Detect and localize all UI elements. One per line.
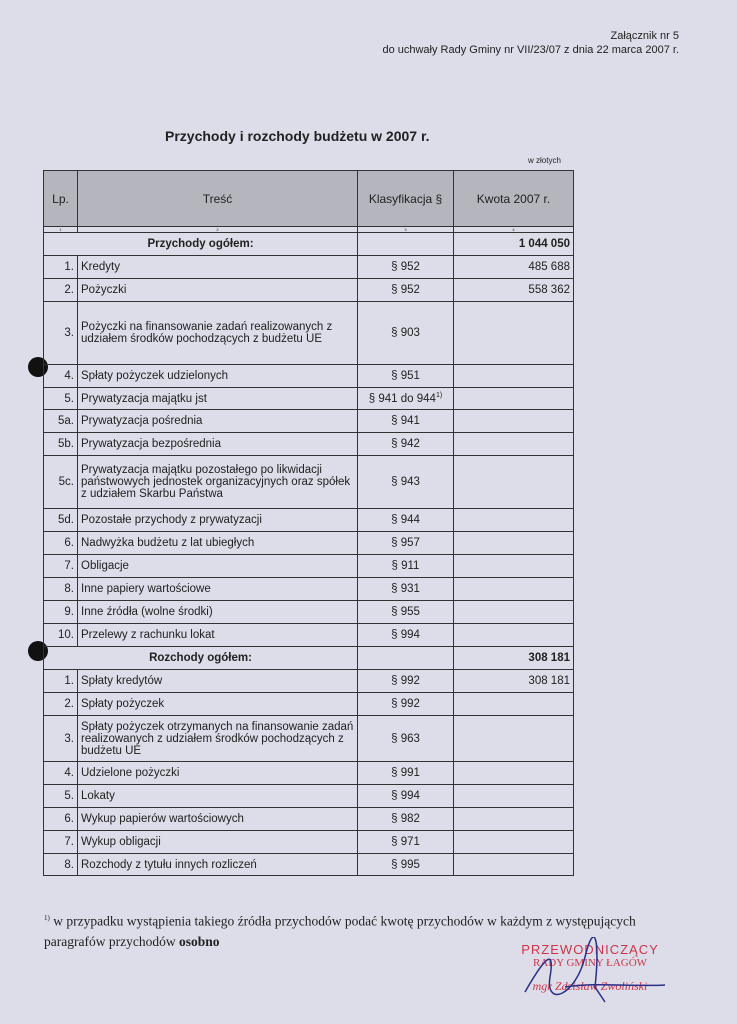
row-klasyfikacja: § 931 [358,578,454,601]
unit-label: w złotych [528,156,561,165]
row-kwota [454,555,574,578]
row-kwota [454,624,574,647]
row-lp: 5d. [44,509,78,532]
table-row [44,388,574,410]
row-lp: 7. [44,831,78,854]
table-row [44,433,574,456]
footnote-text: w przypadku wystąpienia takiego źródła przychodów podać kwotę przychodów w każdym z występujących paragrafów przychodów [44,913,636,949]
row-lp: 4. [44,762,78,785]
table-row [44,601,574,624]
row-kwota [454,785,574,808]
table-row [44,670,574,693]
row-klasyfikacja: § 992 [358,693,454,716]
row-tresc: Prywatyzacja majątku pozostałego po likwidacji państwowych jednostek organizacyjnych oraz spółek z udziałem Skarbu Państwa [78,456,358,509]
stamp-line: RADY GMINY ŁAGÓW [532,957,648,969]
row-lp: 9. [44,601,78,624]
empty-cell [358,647,454,670]
row-tresc: Wykup papierów wartościowych [78,808,358,831]
row-lp: 5b. [44,433,78,456]
table-row [44,509,574,532]
table-row [44,410,574,433]
table-row [44,578,574,601]
row-klasyfikacja: § 943 [358,456,454,509]
table-row [44,716,574,762]
col-lp: Lp. [44,171,78,227]
row-tresc: Prywatyzacja bezpośrednia [78,433,358,456]
row-kwota [454,601,574,624]
stamp-line: mgr Zdzisław Zwoliński [532,979,648,993]
section-total-row [44,233,574,256]
row-kwota [454,365,574,388]
row-tresc: Pozostałe przychody z prywatyzacji [78,509,358,532]
row-kwota [454,716,574,762]
row-lp: 6. [44,532,78,555]
row-lp: 5c. [44,456,78,509]
row-klasyfikacja: § 903 [358,302,454,365]
row-lp: 4. [44,365,78,388]
row-klasyfikacja: § 952 [358,256,454,279]
table-row [44,762,574,785]
col-klasyfikacja: Klasyfikacja § [358,171,454,227]
section-label: Przychody ogółem: [44,233,358,256]
col-index: 3 [358,227,454,233]
row-tresc: Wykup obligacji [78,831,358,854]
row-tresc: Prywatyzacja pośrednia [78,410,358,433]
row-tresc: Spłaty pożyczek udzielonych [78,365,358,388]
row-lp: 3. [44,716,78,762]
row-tresc: Rozchody z tytułu innych rozliczeń [78,854,358,876]
row-lp: 3. [44,302,78,365]
row-lp: 7. [44,555,78,578]
table-row [44,555,574,578]
row-kwota [454,762,574,785]
row-klasyfikacja: § 942 [358,433,454,456]
section-total-row [44,647,574,670]
row-tresc: Spłaty pożyczek otrzymanych na finansowanie zadań realizowanych z udziałem środków pochodzących z budżetu UE [78,716,358,762]
row-klasyfikacja: § 952 [358,279,454,302]
col-index: 1 [44,227,78,233]
row-kwota [454,456,574,509]
row-tresc: Kredyty [78,256,358,279]
footnote-bold: osobno [178,933,220,949]
row-kwota: 558 362 [454,279,574,302]
row-lp: 8. [44,854,78,876]
row-kwota [454,578,574,601]
row-tresc: Inne papiery wartościowe [78,578,358,601]
row-klasyfikacja: § 971 [358,831,454,854]
row-lp: 5. [44,388,78,410]
row-kwota [454,808,574,831]
row-klasyfikacja: § 995 [358,854,454,876]
row-tresc: Przelewy z rachunku lokat [78,624,358,647]
empty-cell [358,233,454,256]
row-klasyfikacja: § 992 [358,670,454,693]
row-tresc: Lokaty [78,785,358,808]
section-total: 308 181 [454,647,574,670]
col-kwota: Kwota 2007 r. [454,171,574,227]
col-index: 4 [454,227,574,233]
section-total: 1 044 050 [454,233,574,256]
row-kwota [454,831,574,854]
row-klasyfikacja: § 982 [358,808,454,831]
row-tresc: Pożyczki na finansowanie zadań realizowanych z udziałem środków pochodzących z budżetu UE [78,302,358,365]
table-row [44,831,574,854]
resolution-reference: do uchwały Rady Gminy nr VII/23/07 z dnia 22 marca 2007 r. [382,44,679,56]
attachment-number: Załącznik nr 5 [610,30,679,42]
row-tresc: Spłaty kredytów [78,670,358,693]
table-row [44,532,574,555]
page-title: Przychody i rozchody budżetu w 2007 r. [165,128,430,144]
row-klasyfikacja: § 941 do 944$^{1)}$ [358,388,454,410]
row-lp: 2. [44,279,78,302]
row-lp: 5. [44,785,78,808]
chairman-stamp [505,942,675,994]
col-tresc: Treść [78,171,358,227]
row-kwota [454,388,574,410]
budget-table [43,170,574,876]
row-kwota [454,410,574,433]
footnote-mark: 1) [44,914,50,922]
row-klasyfikacja: § 991 [358,762,454,785]
table-row [44,624,574,647]
col-index: 2 [78,227,358,233]
row-kwota [454,433,574,456]
row-tresc: Pożyczki [78,279,358,302]
row-lp: 5a. [44,410,78,433]
row-kwota [454,532,574,555]
row-tresc: Spłaty pożyczek [78,693,358,716]
row-klasyfikacja: § 911 [358,555,454,578]
table-row [44,302,574,365]
section-label: Rozchody ogółem: [44,647,358,670]
table-row [44,785,574,808]
row-lp: 6. [44,808,78,831]
row-lp: 10. [44,624,78,647]
row-tresc: Obligacje [78,555,358,578]
row-kwota [454,509,574,532]
row-klasyfikacja: § 955 [358,601,454,624]
row-klasyfikacja: § 957 [358,532,454,555]
row-klasyfikacja: § 994 [358,624,454,647]
row-tresc: Inne źródła (wolne środki) [78,601,358,624]
row-kwota: 485 688 [454,256,574,279]
row-klasyfikacja: § 944 [358,509,454,532]
row-tresc: Udzielone pożyczki [78,762,358,785]
row-lp: 8. [44,578,78,601]
row-kwota [454,693,574,716]
row-kwota [454,854,574,876]
row-kwota [454,302,574,365]
row-lp: 1. [44,670,78,693]
row-lp: 1. [44,256,78,279]
table-row [44,256,574,279]
table-row [44,693,574,716]
table-row [44,456,574,509]
row-tresc: Prywatyzacja majątku jst [78,388,358,410]
row-klasyfikacja: § 963 [358,716,454,762]
stamp-line: PRZEWODNICZĄCY [521,942,659,957]
row-klasyfikacja: § 994 [358,785,454,808]
table-row [44,365,574,388]
row-klasyfikacja: § 951 [358,365,454,388]
row-tresc: Nadwyżka budżetu z lat ubiegłych [78,532,358,555]
table-row [44,279,574,302]
row-lp: 2. [44,693,78,716]
table-row [44,854,574,876]
table-row [44,808,574,831]
signature [505,937,675,1007]
row-klasyfikacja: § 941 [358,410,454,433]
row-kwota: 308 181 [454,670,574,693]
